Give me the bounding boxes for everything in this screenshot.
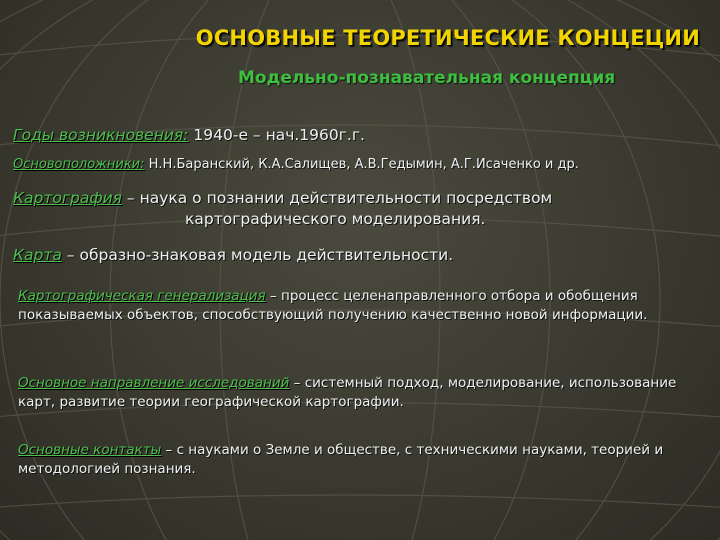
page-title: ОСНОВНЫЕ ТЕОРЕТИЧЕСКИЕ КОНЦЕЦИИ <box>195 26 700 50</box>
contacts-paragraph <box>18 441 708 479</box>
years-value: 1940-е – нач.1960г.г. <box>188 126 365 144</box>
founders-value: Н.Н.Баранский, К.А.Салищев, А.В.Гедымин, А.Г.Исаченко и др. <box>144 157 579 172</box>
contacts-label: Основные контакты <box>18 442 162 458</box>
map-label: Карта <box>13 246 62 264</box>
generalization-label: Картографическая генерализация <box>18 288 266 304</box>
cartography-definition <box>13 189 552 207</box>
years-line <box>13 126 365 144</box>
page-subtitle: Модельно-познавательная концепция <box>238 68 616 88</box>
founders-label: Основоположники: <box>13 157 145 172</box>
cartography-text-line1: – наука о познании действительности посредством <box>121 189 553 207</box>
founders-line <box>13 157 579 172</box>
map-text: – образно-знаковая модель действительности. <box>61 246 454 264</box>
cartography-label: Картография <box>13 189 122 207</box>
research-paragraph <box>18 374 708 412</box>
contacts-text: – с науками о Земле и обществе, с техническими науками, теорией и методологией познания. <box>18 442 664 477</box>
map-definition <box>13 246 453 264</box>
generalization-paragraph <box>18 287 708 325</box>
years-label: Годы возникновения: <box>13 126 189 144</box>
cartography-text-line2: картографического моделирования. <box>185 210 486 228</box>
research-label: Основное направление исследований <box>18 375 290 391</box>
research-text: – системный подход, моделирование, использование карт, развитие теории географической картографии. <box>18 375 677 410</box>
generalization-text: – процесс целенаправленного отбора и обобщения показываемых объектов, способствующий получению качественно новой информации. <box>18 288 648 323</box>
